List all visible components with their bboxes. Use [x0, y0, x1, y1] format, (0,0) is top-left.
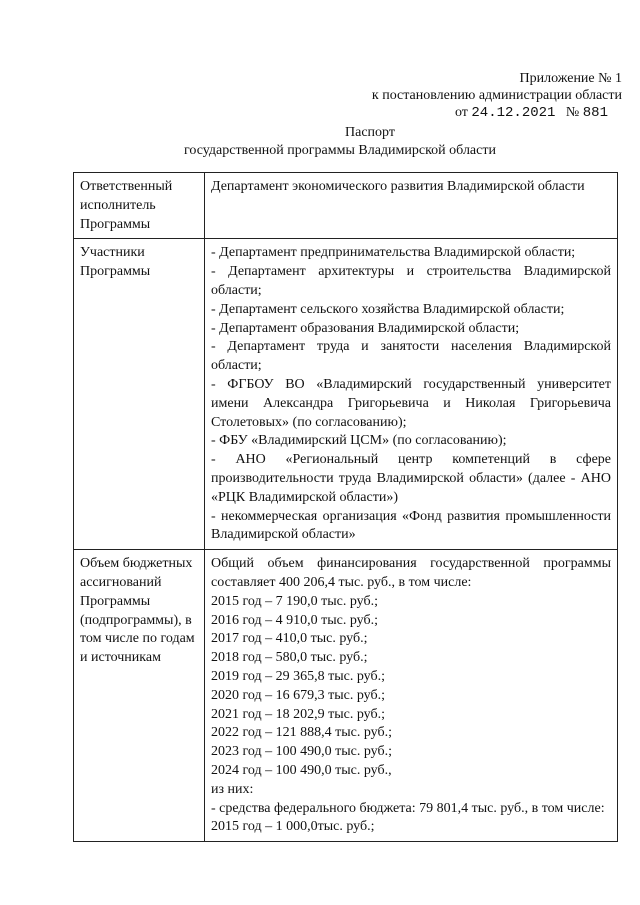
table-row: [74, 550, 618, 842]
appendix-resolution-ref: к постановлению администрации области: [371, 88, 622, 103]
table-row: [74, 173, 618, 239]
content-line: 2023 год – 100 490,0 тыс. руб.;: [211, 744, 392, 760]
content-line: - некоммерческая организация «Фонд развития промышленности Владимирской области»: [211, 508, 611, 543]
passport-table: [73, 172, 618, 842]
appendix-date-line: [372, 104, 622, 122]
content-line: - Департамент сельского хозяйства Владимирской области;: [211, 301, 565, 317]
row-content-responsible: [205, 173, 618, 239]
row-label-participants: Участники Программы: [74, 239, 205, 550]
content-line: 2016 год – 4 910,0 тыс. руб.;: [211, 612, 378, 628]
title-passport: Паспорт: [345, 125, 395, 140]
content-line: 2022 год – 121 888,4 тыс. руб.;: [211, 725, 392, 741]
resolution-number: 881: [582, 105, 608, 121]
content-line: - АНО «Региональный центр компетенций в сфере производительности труда Владимирской области» (далее - АНО «РЦК Владимирской области»): [211, 452, 611, 505]
content-line: 2015 год – 7 190,0 тыс. руб.;: [211, 593, 378, 609]
document-title: [0, 124, 640, 160]
content-line: 2021 год – 18 202,9 тыс. руб.;: [211, 706, 385, 722]
content-line: 2015 год – 1 000,0тыс. руб.;: [211, 819, 375, 835]
row-content-budget: [205, 550, 618, 842]
title-program: государственной программы Владимирской области: [184, 143, 496, 158]
appendix-number: Приложение № 1: [519, 71, 622, 86]
resolution-date: 24.12.2021: [471, 105, 556, 121]
content-line: 2019 год – 29 365,8 тыс. руб.;: [211, 668, 385, 684]
content-line: 2018 год – 580,0 тыс. руб.;: [211, 650, 368, 666]
number-sign: №: [565, 105, 580, 120]
content-line: - Департамент образования Владимирской области;: [211, 320, 520, 336]
row-label-budget: Объем бюджетных ассигнований Программы (подпрограммы), в том числе по годам и источникам: [74, 550, 205, 842]
content-line: - Департамент архитектуры и строительства Владимирской области;: [211, 264, 611, 298]
content-line: из них:: [211, 781, 254, 797]
row-content-participants: [205, 239, 618, 550]
table-row: [74, 239, 618, 550]
content-line: 2024 год – 100 490,0 тыс. руб.,: [211, 762, 392, 778]
content-line: - Департамент предпринимательства Владимирской области;: [211, 245, 576, 261]
content-line: 2020 год – 16 679,3 тыс. руб.;: [211, 687, 385, 703]
content-line: Общий объем финансирования государственной программы составляет 400 206,4 тыс. руб., в том числе:: [211, 556, 611, 590]
content-line: - ФБУ «Владимирский ЦСМ» (по согласованию);: [211, 433, 507, 449]
appendix-header: [372, 70, 622, 122]
content-line: Департамент экономического развития Владимирской области: [211, 179, 585, 194]
content-line: - средства федерального бюджета: 79 801,4 тыс. руб., в том числе:: [211, 800, 605, 816]
content-line: - ФГБОУ ВО «Владимирский государственный университет имени Александра Григорьевича и Николая Григорьевича Столетовых» (по согласованию);: [211, 376, 611, 430]
row-label-responsible: Ответственный исполнитель Программы: [74, 173, 205, 239]
date-prefix: от: [454, 105, 472, 120]
content-line: 2017 год – 410,0 тыс. руб.;: [211, 631, 368, 647]
content-line: - Департамент труда и занятости населения Владимирской области;: [211, 339, 611, 374]
